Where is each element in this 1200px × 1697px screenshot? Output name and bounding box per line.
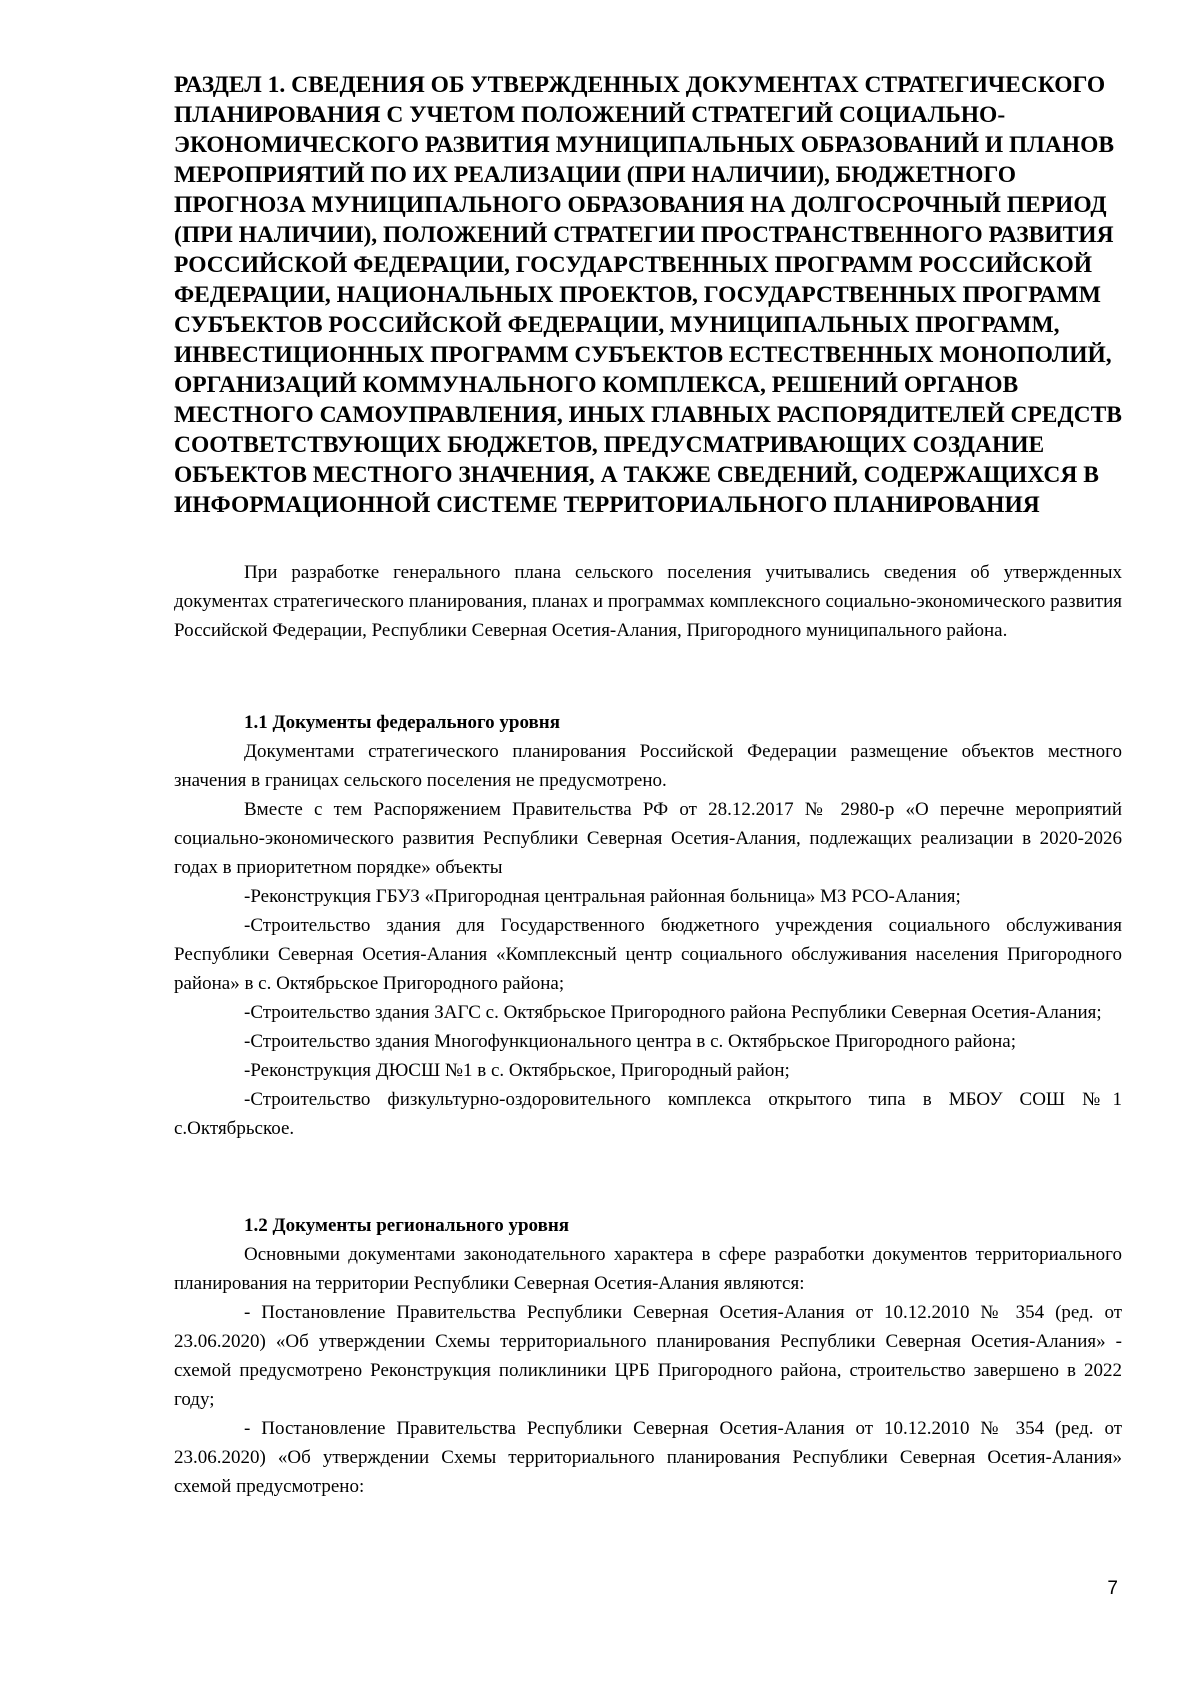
federal-list-item: -Строительство здания для Государственного бюджетного учреждения социального обслуживания Республики Северная Осетия-Алания «Комплексный центр социального обслуживания населения Пригородного района» в с. Октябрьское Пригородного района; bbox=[174, 915, 1122, 994]
regional-paragraph-1: Основными документами законодательного характера в сфере разработки документов территориального планирования на территории Республики Северная Осетия-Алания являются: bbox=[174, 1244, 1122, 1294]
regional-subheading: 1.2 Документы регионального уровня bbox=[244, 1215, 570, 1236]
federal-subheading: 1.1 Документы федерального уровня bbox=[244, 712, 560, 733]
federal-paragraph-1: Документами стратегического планирования Российской Федерации размещение объектов местного значения в границах сельского поселения не предусмотрено. bbox=[174, 741, 1122, 791]
section-heading: РАЗДЕЛ 1. СВЕДЕНИЯ ОБ УТВЕРЖДЕННЫХ ДОКУМЕНТАХ СТРАТЕГИЧЕСКОГО ПЛАНИРОВАНИЯ С УЧЕТОМ ПОЛОЖЕНИЙ СТРАТЕГИЙ СОЦИАЛЬНО-ЭКОНОМИЧЕСКОГО РАЗВИТИЯ МУНИЦИПАЛЬНЫХ ОБРАЗОВАНИЙ И ПЛАНОВ МЕРОПРИЯТИЙ ПО ИХ РЕАЛИЗАЦИИ (ПРИ НАЛИЧИИ), БЮДЖЕТНОГО ПРОГНОЗА МУНИЦИПАЛЬНОГО ОБРАЗОВАНИЯ НА ДОЛГОСРОЧНЫЙ ПЕРИОД (ПРИ НАЛИЧИИ), ПОЛОЖЕНИЙ СТРАТЕГИИ ПРОСТРАНСТВЕННОГО РАЗВИТИЯ РОССИЙСКОЙ ФЕДЕРАЦИИ, ГОСУДАРСТВЕННЫХ ПРОГРАММ РОССИЙСКОЙ ФЕДЕРАЦИИ, НАЦИОНАЛЬНЫХ ПРОЕКТОВ, ГОСУДАРСТВЕННЫХ ПРОГРАММ СУБЪЕКТОВ РОССИЙСКОЙ ФЕДЕРАЦИИ, МУНИЦИПАЛЬНЫХ ПРОГРАММ, ИНВЕСТИЦИОННЫХ ПРОГРАММ СУБЪЕКТОВ ЕСТЕСТВЕННЫХ МОНОПОЛИЙ, ОРГАНИЗАЦИЙ КОММУНАЛЬНОГО КОМПЛЕКСА, РЕШЕНИЙ ОРГАНОВ МЕСТНОГО САМОУПРАВЛЕНИЯ, ИНЫХ ГЛАВНЫХ РАСПОРЯДИТЕЛЕЙ СРЕДСТВ СООТВЕТСТВУЮЩИХ БЮДЖЕТОВ, ПРЕДУСМАТРИВАЮЩИХ СОЗДАНИЕ ОБЪЕКТОВ МЕСТНОГО ЗНАЧЕНИЯ, А ТАКЖЕ СВЕДЕНИЙ, СОДЕРЖАЩИХСЯ В ИНФОРМАЦИОННОЙ СИСТЕМЕ ТЕРРИТОРИАЛЬНОГО ПЛАНИРОВАНИЯ bbox=[174, 72, 1122, 518]
federal-list-item: -Строительство физкультурно-оздоровительного комплекса открытого типа в МБОУ СОШ №1 с.Октябрьское. bbox=[174, 1089, 1122, 1139]
federal-list-item: -Строительство здания Многофункционального центра в с. Октябрьское Пригородного района; bbox=[244, 1031, 1016, 1052]
regional-paragraph-3: - Постановление Правительства Республики Северная Осетия-Алания от 10.12.2010 № 354 (ред. от 23.06.2020) «Об утверждении Схемы территориального планирования Республики Северная Осетия-Алания» схемой предусмотрено: bbox=[174, 1418, 1122, 1497]
federal-list-item: -Строительство здания ЗАГС с. Октябрьское Пригородного района Республики Северная Осетия-Алания; bbox=[244, 1002, 1102, 1023]
intro-block bbox=[174, 558, 1122, 645]
intro-paragraph: При разработке генерального плана сельского поселения учитывались сведения об утвержденных документах стратегического планирования, планах и программах комплексного социально-экономического развития Российской Федерации, Республики Северная Осетия-Алания, Пригородного муниципального района. bbox=[174, 562, 1122, 641]
federal-paragraph-2: Вместе с тем Распоряжением Правительства РФ от 28.12.2017 № 2980-р «О перечне мероприятий социально-экономического развития Республики Северная Осетия-Алания, подлежащих реализации в 2020-2026 годах в приоритетном порядке» объекты bbox=[174, 799, 1122, 878]
page-number: 7 bbox=[1107, 1578, 1118, 1599]
federal-section bbox=[174, 708, 1122, 1143]
regional-section bbox=[174, 1211, 1122, 1501]
regional-paragraph-2: - Постановление Правительства Республики Северная Осетия-Алания от 10.12.2010 № 354 (ред. от 23.06.2020) «Об утверждении Схемы территориального планирования Республики Северная Осетия-Алания» - схемой предусмотрено Реконструкция поликлиники ЦРБ Пригородного района, строительство завершено в 2022 году; bbox=[174, 1302, 1122, 1410]
federal-list-item: -Реконструкция ДЮСШ №1 в с. Октябрьское, Пригородный район; bbox=[244, 1060, 790, 1081]
federal-list-item: -Реконструкция ГБУЗ «Пригородная центральная районная больница» МЗ РСО-Алания; bbox=[244, 886, 961, 907]
